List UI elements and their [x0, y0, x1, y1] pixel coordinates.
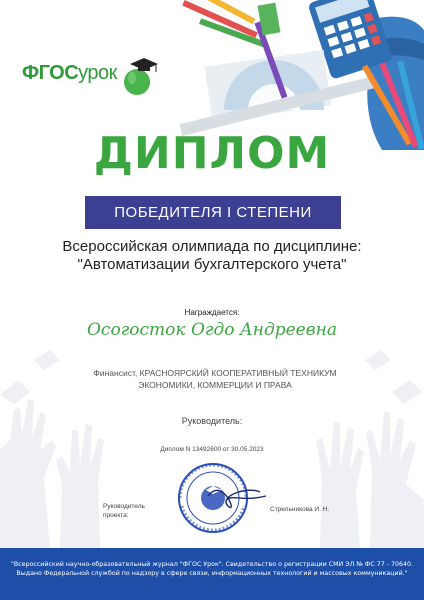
footer-line-1: "Всероссийский научно-образовательный журнал "ФГОС Урок". Свидетельство о регистрации СМИ ЭЛ № ФС 77 - 70640.: [10, 561, 414, 568]
degree-banner: ПОБЕДИТЕЛЯ I СТЕПЕНИ: [85, 196, 341, 229]
awarded-label: Награждается:: [184, 308, 240, 317]
diploma-title: ДИПЛОМ: [93, 128, 331, 179]
diploma-number: Диплом N 13492600 от 30.05.2023: [160, 446, 264, 453]
official-stamp: [168, 456, 268, 538]
project-coordinator-name: Стрельникова И. Н.: [270, 506, 330, 513]
logo-wordmark: [22, 62, 117, 85]
registration-footer: [0, 548, 424, 600]
footer-line-2: Выдано Федеральной службой по надзору в сфере связи, информационных технологий и массовых коммуникаций.": [16, 570, 408, 577]
olympiad-discipline: "Автоматизации бухгалтерского учета": [77, 256, 347, 273]
recipient-name: Осогосток Огдо Андреевна: [87, 320, 337, 340]
supervisor-label: Руководитель:: [181, 416, 243, 426]
project-coordinator-label: Руководитель проекта:: [103, 503, 145, 519]
fgos-urok-logo[interactable]: [22, 56, 162, 96]
apple-graduation-cap-icon: [108, 56, 162, 96]
olympiad-line-1: Всероссийская олимпиада по дисциплине:: [62, 238, 362, 255]
recipient-workplace: Финансист, КРАСНОЯРСКИЙ КООПЕРАТИВНЫЙ ТЕХНИКУМ ЭКОНОМИКИ, КОММЕРЦИИ И ПРАВА: [93, 368, 337, 390]
logo-urok-text: урок: [78, 62, 117, 84]
logo-fgos-text: ФГОС: [22, 62, 79, 84]
olympiad-description: [20, 238, 404, 274]
